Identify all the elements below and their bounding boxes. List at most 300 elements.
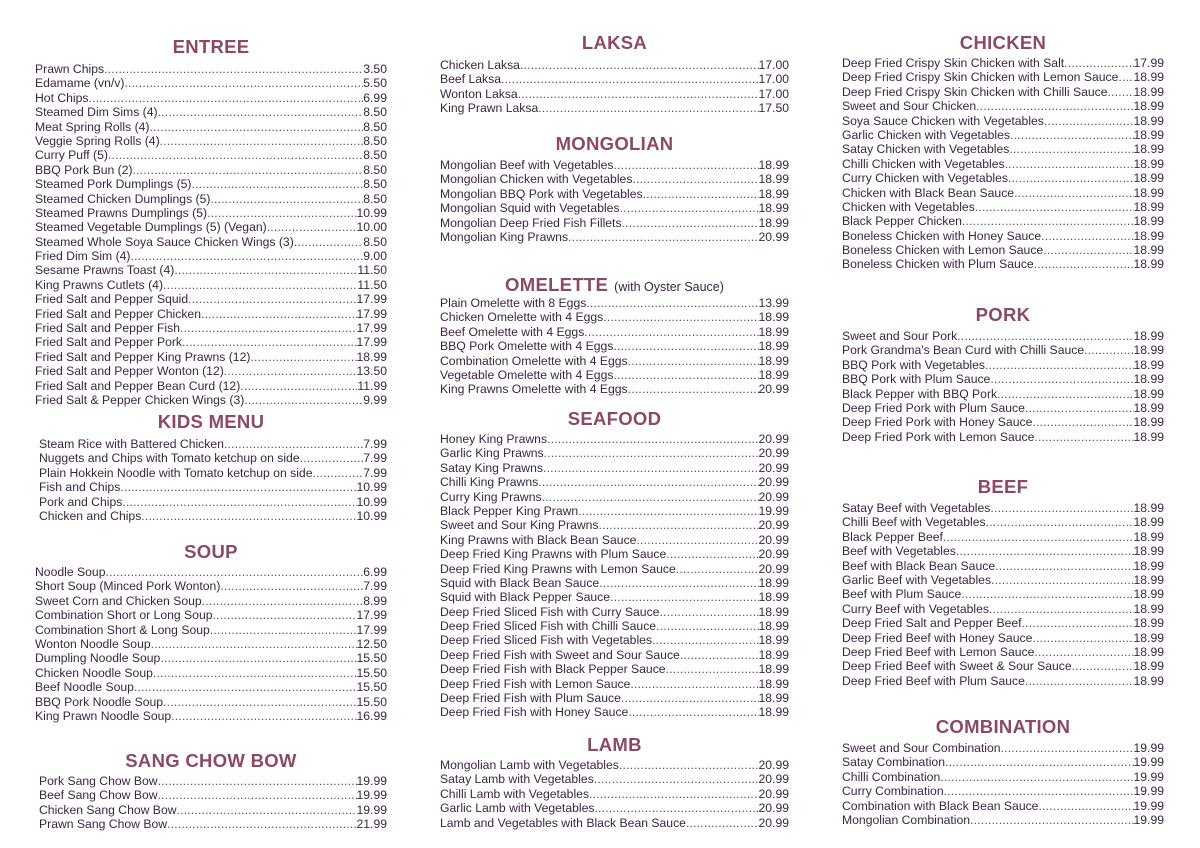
menu-item-name: Nuggets and Chips with Tomato ketchup on side — [39, 451, 300, 466]
menu-item — [440, 691, 789, 705]
menu-item-price: 10.99 — [356, 494, 387, 509]
menu-item-name: Mongolian Combination — [842, 812, 971, 827]
leader-dots — [970, 813, 1133, 827]
menu-item-price: 18.99 — [1133, 587, 1164, 602]
menu-item-name: Beef Noodle Soup — [35, 680, 134, 695]
menu-item-name: Steamed Whole Soya Sauce Chicken Wings (3) — [35, 234, 294, 249]
leader-dots — [177, 803, 357, 817]
menu-item-name: Chilli Beef with Vegetables — [842, 515, 986, 530]
leader-dots — [538, 101, 758, 115]
menu-item — [440, 801, 789, 815]
leader-dots — [997, 387, 1133, 401]
menu-item — [440, 158, 789, 172]
menu-item-name: Curry Puff (5) — [35, 148, 108, 163]
leader-dots — [656, 619, 758, 633]
menu-item-name: Deep Fried Sliced Fish with Vegetables — [440, 633, 653, 648]
section-seafood — [440, 408, 789, 720]
menu-item-name: Chilli King Prawns — [440, 475, 539, 490]
menu-item — [440, 547, 789, 561]
menu-item-price: 20.99 — [758, 772, 789, 787]
menu-item — [842, 142, 1164, 156]
menu-item — [35, 206, 387, 220]
menu-item-price: 18.99 — [758, 339, 789, 354]
section-title: PORK — [975, 304, 1031, 325]
leader-dots — [240, 379, 357, 393]
menu-item-name: Mongolian Beef with Vegetables — [440, 158, 614, 172]
menu-item-price: 18.99 — [1133, 515, 1164, 530]
menu-item — [842, 128, 1164, 142]
menu-item-price: 13.99 — [758, 296, 789, 310]
section-title: ENTREE — [172, 36, 250, 57]
menu-item-name: Boneless Chicken with Plum Sauce — [842, 257, 1034, 272]
leader-dots — [1118, 70, 1133, 84]
leader-dots — [141, 509, 356, 523]
menu-item-price: 18.99 — [758, 590, 789, 605]
menu-item-name: King Prawn Laksa — [440, 101, 539, 116]
menu-item-name: Mongolian Deep Fried Fish Fillets — [440, 215, 622, 230]
menu-item-price: 18.99 — [758, 662, 789, 677]
leader-dots — [163, 278, 357, 292]
menu-item-name: BBQ Pork Bun (2) — [35, 162, 133, 177]
menu-item-name: Curry Beef with Vegetables — [842, 601, 990, 616]
menu-item-name: Satay Lamb with Vegetables — [440, 772, 594, 787]
menu-item-price: 20.99 — [758, 561, 789, 576]
menu-item-price: 3.50 — [363, 62, 387, 76]
menu-item-name: Sweet and Sour King Prawns — [440, 518, 599, 533]
menu-item-price: 10.99 — [356, 205, 387, 220]
menu-item-price: 19.99 — [1133, 798, 1164, 813]
leader-dots — [680, 648, 759, 662]
leader-dots — [628, 354, 759, 368]
menu-item-price: 18.99 — [758, 215, 789, 230]
menu-item-name: Squid with Black Bean Sauce — [440, 575, 600, 590]
menu-item-price: 17.50 — [758, 101, 789, 116]
menu-item-price: 20.99 — [758, 518, 789, 533]
menu-item-price: 18.99 — [1133, 558, 1164, 573]
menu-item-name: Steamed Chicken Dumplings (5) — [35, 191, 211, 206]
menu-item — [842, 70, 1164, 84]
menu-item-price: 19.99 — [1133, 769, 1164, 784]
leader-dots — [1032, 415, 1133, 429]
menu-item-price: 17.99 — [356, 321, 387, 336]
menu-item-price: 12.50 — [356, 636, 387, 651]
menu-item — [35, 278, 387, 292]
leader-dots — [244, 393, 363, 407]
leader-dots — [267, 220, 357, 234]
menu-item-price: 18.99 — [758, 604, 789, 619]
menu-item-price: 19.99 — [356, 802, 387, 817]
menu-item — [842, 372, 1164, 386]
section-soup — [35, 541, 387, 723]
menu-item-price: 11.50 — [357, 263, 387, 278]
menu-item — [842, 602, 1164, 616]
menu-item — [842, 645, 1164, 659]
leader-dots — [620, 201, 759, 215]
leader-dots — [636, 533, 758, 547]
menu-item-price: 18.99 — [758, 705, 789, 720]
menu-item-name: BBQ Pork Omelette with 4 Eggs — [440, 339, 614, 354]
section-title: KIDS MENU — [157, 411, 265, 432]
menu-item-name: Fish and Chips — [39, 480, 121, 495]
menu-item-name: Deep Fried Sliced Fish with Curry Sauce — [440, 604, 660, 619]
leader-dots — [1008, 171, 1134, 185]
menu-item — [35, 235, 387, 249]
leader-dots — [676, 562, 759, 576]
menu-item-name: Deep Fried Fish with Lemon Sauce — [440, 676, 631, 691]
leader-dots — [613, 368, 758, 382]
menu-item — [35, 393, 387, 407]
menu-item — [842, 200, 1164, 214]
leader-dots — [158, 788, 357, 802]
menu-item — [842, 214, 1164, 228]
menu-item — [39, 509, 387, 523]
menu-item — [440, 705, 789, 719]
menu-item-name: Combination with Black Bean Sauce — [842, 798, 1039, 813]
leader-dots — [943, 530, 1134, 544]
menu-item-price: 20.99 — [758, 446, 789, 461]
menu-item-name: Honey King Prawns — [440, 432, 548, 446]
section-title: BEEF — [977, 476, 1029, 497]
menu-item — [440, 590, 789, 604]
menu-item — [842, 243, 1164, 257]
leader-dots — [188, 292, 356, 306]
menu-item-name: King Prawn Noodle Soup — [35, 708, 172, 723]
menu-item-name: Curry Chicken with Vegetables — [842, 171, 1008, 186]
menu-item — [842, 501, 1164, 515]
menu-item-price: 7.99 — [363, 579, 387, 594]
menu-item-name: Deep Fried Beef with Plum Sauce — [842, 673, 1025, 688]
menu-item-name: Vegetable Omelette with 4 Eggs — [440, 367, 614, 382]
menu-item — [440, 87, 789, 101]
menu-item-price: 17.00 — [758, 58, 789, 72]
menu-item-name: Satay Beef with Vegetables — [842, 501, 991, 515]
menu-item-price: 18.99 — [1133, 113, 1164, 128]
menu-item — [35, 263, 387, 277]
menu-item-name: Steamed Dim Sims (4) — [35, 105, 158, 120]
menu-item-price: 18.99 — [356, 349, 387, 364]
menu-item-name: Meat Spring Rolls (4) — [35, 119, 150, 134]
leader-dots — [160, 134, 364, 148]
menu-item-name: Fried Dim Sim (4) — [35, 249, 131, 264]
menu-item — [440, 533, 789, 547]
menu-item-name: Sweet and Sour Combination — [842, 741, 1001, 755]
menu-item-name: Curry King Prawns — [440, 489, 542, 504]
leader-dots — [990, 372, 1133, 386]
menu-item-price: 19.99 — [1133, 812, 1164, 827]
menu-item — [842, 770, 1164, 784]
leader-dots — [568, 230, 758, 244]
menu-item-name: Dumpling Noodle Soup — [35, 651, 161, 666]
menu-item-price: 17.00 — [758, 86, 789, 101]
menu-item-price: 17.99 — [356, 292, 387, 307]
menu-item-name: Lamb and Vegetables with Black Bean Sauce — [440, 815, 686, 830]
item-list — [35, 62, 387, 407]
menu-item — [35, 651, 387, 665]
menu-item — [842, 530, 1164, 544]
menu-item — [842, 387, 1164, 401]
menu-item-price: 18.99 — [758, 647, 789, 662]
leader-dots — [210, 623, 357, 637]
menu-item-name: Fried Salt and Pepper King Prawns (12) — [35, 349, 251, 364]
menu-item-name: Deep Fried Crispy Skin Chicken with Salt — [842, 56, 1065, 70]
item-list — [35, 565, 387, 723]
menu-item-name: Pork and Chips — [39, 494, 123, 509]
section-title-text: OMELETTE — [505, 274, 609, 295]
menu-item-price: 10.99 — [356, 508, 387, 523]
menu-item-price: 20.99 — [758, 432, 789, 446]
menu-item-price: 18.99 — [1133, 357, 1164, 372]
menu-item-price: 8.99 — [363, 593, 387, 608]
menu-item-name: Sesame Prawns Toast (4) — [35, 263, 175, 278]
menu-item-name: Combination Omelette with 4 Eggs — [440, 353, 628, 368]
leader-dots — [153, 666, 357, 680]
menu-item-price: 18.99 — [1133, 228, 1164, 243]
leader-dots — [630, 677, 758, 691]
menu-item-name: Deep Fried Pork with Honey Sauce — [842, 415, 1033, 430]
menu-item-price: 20.99 — [758, 758, 789, 772]
item-list — [35, 437, 387, 523]
menu-item-price: 5.50 — [363, 76, 387, 91]
menu-item-name: Short Soup (Minced Pork Wonton) — [35, 579, 221, 594]
menu-item-price: 18.99 — [1133, 372, 1164, 387]
menu-item — [842, 157, 1164, 171]
menu-item-name: Chicken Omelette with 4 Eggs — [440, 310, 604, 325]
menu-item-price: 18.99 — [758, 158, 789, 172]
menu-item-name: BBQ Pork with Vegetables — [842, 357, 985, 372]
menu-item — [842, 659, 1164, 673]
menu-item — [842, 784, 1164, 798]
menu-item-name: Boneless Chicken with Honey Sauce — [842, 228, 1042, 243]
menu-item-price: 20.99 — [758, 229, 789, 244]
leader-dots — [589, 787, 758, 801]
leader-dots — [210, 192, 363, 206]
leader-dots — [940, 770, 1133, 784]
leader-dots — [171, 709, 356, 723]
menu-item — [35, 680, 387, 694]
menu-item — [35, 192, 387, 206]
menu-item — [440, 772, 789, 786]
menu-item — [842, 741, 1164, 755]
leader-dots — [603, 310, 758, 324]
leader-dots — [89, 91, 364, 105]
menu-item — [440, 446, 789, 460]
menu-item — [39, 480, 387, 494]
menu-item — [39, 495, 387, 509]
menu-item-price: 18.99 — [758, 324, 789, 339]
menu-item-price: 18.99 — [1133, 601, 1164, 616]
menu-item — [35, 321, 387, 335]
menu-item-price: 17.00 — [758, 72, 789, 87]
menu-item — [440, 576, 789, 590]
menu-item — [35, 695, 387, 709]
menu-item-name: Prawn Sang Chow Bow — [39, 817, 168, 832]
section-lamb — [440, 734, 789, 830]
menu-item-name: Chicken Noodle Soup — [35, 665, 153, 680]
menu-item-name: Black Pepper Beef — [842, 529, 943, 544]
menu-item-price: 13.50 — [356, 364, 387, 379]
menu-item-price: 18.99 — [1133, 572, 1164, 587]
menu-item-name: Deep Fried Salt and Pepper Beef — [842, 616, 1022, 631]
leader-dots — [957, 329, 1133, 343]
menu-item-name: Boneless Chicken with Lemon Sauce — [842, 243, 1044, 258]
leader-dots — [1108, 85, 1134, 99]
menu-item-name: Deep Fried King Prawns with Plum Sauce — [440, 547, 667, 562]
menu-item — [842, 515, 1164, 529]
leader-dots — [991, 573, 1133, 587]
menu-item-name: Beef with Black Bean Sauce — [842, 558, 996, 573]
menu-item — [35, 666, 387, 680]
menu-item — [440, 677, 789, 691]
menu-item — [35, 134, 387, 148]
menu-item — [440, 101, 789, 115]
leader-dots — [120, 480, 356, 494]
section-title — [440, 274, 789, 296]
menu-item — [35, 608, 387, 622]
menu-item — [842, 616, 1164, 630]
menu-item — [440, 432, 789, 446]
menu-item-price: 18.99 — [1133, 343, 1164, 358]
menu-item-price: 20.99 — [758, 460, 789, 475]
leader-dots — [613, 158, 758, 172]
menu-item-price: 18.99 — [1133, 429, 1164, 444]
menu-item — [35, 379, 387, 393]
leader-dots — [158, 105, 364, 119]
menu-item — [440, 787, 789, 801]
menu-item-name: Deep Fried Beef with Honey Sauce — [842, 630, 1033, 645]
leader-dots — [542, 490, 759, 504]
section-omelette — [440, 274, 789, 397]
menu-item-price: 9.00 — [363, 249, 387, 264]
menu-item — [842, 799, 1164, 813]
menu-item-price: 18.99 — [1133, 644, 1164, 659]
menu-item-name: Deep Fried Pork with Plum Sauce — [842, 400, 1025, 415]
menu-item-name: Mongolian Lamb with Vegetables — [440, 758, 619, 772]
leader-dots — [1044, 114, 1134, 128]
leader-dots — [619, 758, 759, 772]
menu-item — [440, 758, 789, 772]
menu-item — [842, 755, 1164, 769]
leader-dots — [1034, 645, 1133, 659]
section-title: COMBINATION — [935, 716, 1071, 737]
leader-dots — [1034, 257, 1134, 271]
menu-item — [440, 504, 789, 518]
menu-item — [39, 437, 387, 451]
item-list — [440, 58, 789, 116]
menu-item-name: Fried Salt & Pepper Chicken Wings (3) — [35, 392, 245, 407]
menu-item — [440, 619, 789, 633]
leader-dots — [990, 501, 1133, 515]
menu-item-name: BBQ Pork Noodle Soup — [35, 694, 164, 709]
menu-item-price: 18.99 — [1133, 171, 1164, 186]
menu-item-price: 8.50 — [363, 177, 387, 192]
leader-dots — [1005, 157, 1134, 171]
menu-item-name: King Prawns Omelette with 4 Eggs — [440, 382, 628, 397]
menu-item-price: 17.99 — [1133, 56, 1164, 70]
menu-item-name: Beef with Vegetables — [842, 544, 956, 559]
menu-item-name: Chicken Sang Chow Bow — [39, 802, 177, 817]
menu-item-name: Fried Salt and Pepper Bean Curd (12) — [35, 378, 241, 393]
menu-item-name: Pork Grandma's Bean Curd with Chilli Sauce — [842, 343, 1085, 358]
menu-item-price: 18.99 — [758, 676, 789, 691]
menu-item-name: Fried Salt and Pepper Chicken — [35, 306, 201, 321]
menu-item-price: 20.99 — [758, 475, 789, 490]
menu-item-name: Prawn Chips — [35, 62, 105, 76]
menu-item-name: Garlic Chicken with Vegetables — [842, 127, 1010, 142]
menu-item-price: 19.99 — [1133, 741, 1164, 755]
menu-item — [440, 201, 789, 215]
menu-item-price: 18.99 — [1133, 243, 1164, 258]
menu-item — [842, 430, 1164, 444]
menu-item-name: Beef with Plum Sauce — [842, 587, 962, 602]
item-list — [842, 329, 1164, 444]
menu-item-price: 20.99 — [758, 532, 789, 547]
menu-item-price: 18.99 — [1133, 127, 1164, 142]
menu-item-price: 19.99 — [1133, 784, 1164, 799]
menu-item-price: 18.99 — [1133, 257, 1164, 272]
menu-item — [39, 466, 387, 480]
menu-item-price: 6.99 — [363, 90, 387, 105]
menu-item-price: 18.99 — [758, 172, 789, 187]
menu-item-price: 11.99 — [357, 378, 387, 393]
menu-item-price: 15.50 — [356, 694, 387, 709]
leader-dots — [105, 565, 363, 579]
menu-item-price: 17.99 — [356, 306, 387, 321]
leader-dots — [666, 547, 758, 561]
menu-item-price: 20.99 — [758, 815, 789, 830]
leader-dots — [547, 432, 758, 446]
menu-item-price: 7.99 — [363, 465, 387, 480]
menu-item-name: Deep Fried Beef with Sweet & Sour Sauce — [842, 659, 1072, 674]
menu-item-name: Fried Salt and Pepper Fish — [35, 321, 180, 336]
leader-dots — [543, 461, 759, 475]
menu-item-name: Steamed Pork Dumplings (5) — [35, 177, 192, 192]
leader-dots — [975, 200, 1134, 214]
menu-item — [39, 817, 387, 831]
menu-item-name: King Prawns Cutlets (4) — [35, 277, 164, 292]
menu-item-price: 20.99 — [758, 786, 789, 801]
menu-item-price: 19.99 — [1133, 755, 1164, 770]
leader-dots — [659, 605, 758, 619]
menu-item-name: Beef Sang Chow Bow — [39, 788, 158, 803]
menu-item-name: Combination Short & Long Soup — [35, 622, 210, 637]
menu-item-price: 18.99 — [1133, 185, 1164, 200]
menu-item-name: Fried Salt and Pepper Squid — [35, 292, 189, 307]
menu-item-name: Chilli Combination — [842, 769, 941, 784]
section-title: SANG CHOW BOW — [125, 750, 297, 771]
menu-item-price: 18.99 — [1133, 84, 1164, 99]
menu-item-name: Steamed Vegetable Dumplings (5) (Vegan) — [35, 220, 267, 235]
leader-dots — [945, 755, 1134, 769]
menu-item-price: 10.99 — [356, 480, 387, 495]
menu-item-name: Steamed Prawns Dumplings (5) — [35, 205, 208, 220]
item-list — [440, 432, 789, 720]
leader-dots — [122, 495, 356, 509]
menu-item-name: Deep Fried Fish with Black Pepper Sauce — [440, 662, 666, 677]
leader-dots — [158, 774, 357, 788]
leader-dots — [130, 249, 363, 263]
menu-item — [440, 461, 789, 475]
menu-item-name: Deep Fried Beef with Lemon Sauce — [842, 644, 1035, 659]
menu-item — [35, 350, 387, 364]
leader-dots — [989, 602, 1133, 616]
menu-item-name: Plain Omelette with 8 Eggs — [440, 296, 587, 310]
menu-item-price: 17.99 — [356, 335, 387, 350]
menu-item — [35, 120, 387, 134]
menu-item-price: 20.99 — [758, 382, 789, 397]
menu-item — [440, 216, 789, 230]
menu-item — [440, 72, 789, 86]
menu-item — [842, 813, 1164, 827]
